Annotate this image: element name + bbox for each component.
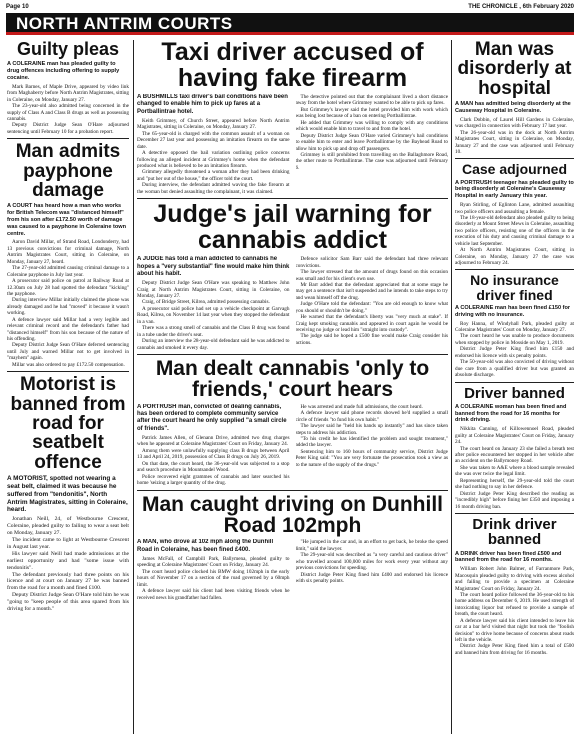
paragraph: "To his credit he has identified the problem and sought treatment," added the lawyer. — [295, 435, 448, 449]
paragraph: On that date, the court heard, the 36-year-old was subjected to a stop and search procedure in Mountsandel Wood. — [137, 460, 290, 474]
story-body — [455, 202, 574, 266]
paragraph: Grimmey is still prohibited from travelling on the Ballaghmore Road, the other route to Portballintrae. The case was adjourned until February 6. — [295, 151, 448, 171]
story-body — [7, 84, 129, 136]
story-motorist — [7, 375, 129, 613]
story-body — [7, 516, 129, 613]
paragraph: District Judge Peter King described the reading as "incredibly high" before fining her £350 and imposing a 16 month driving ban. — [455, 490, 574, 510]
paragraph: His lawyer said Neill had made admissions at the earliest opportunity and had "some issue with tendonitis". — [7, 550, 129, 571]
divider — [455, 382, 574, 383]
paragraph: A defence lawyer said Millar had a very legible and relevant criminal record and the defendant's father had "distanced himself" from his son because of the nature of his offending. — [7, 316, 129, 343]
headline: Case adjourned — [461, 161, 568, 178]
standfirst: A PORTRUSH man, convicted of dealing cannabis, has been ordered to complete community service after the court heard he only supplied "a small circle of friends". — [137, 403, 287, 432]
story-taxi-driver — [137, 40, 448, 195]
paragraph: He added that Grimmey was willing to comply with any conditions which would enable him to travel to and from the hotel. — [295, 119, 448, 133]
paragraph: Patrick James Allen, of Glenann Drive, admitted two drug charges when he appeared at Coleraine Magistrates' Court on Friday, January 24. — [137, 435, 290, 448]
headline: Judge's jail warning for cannabis addict — [153, 200, 432, 254]
paragraph: Nikkita Canning, of Killowennoel Road, pleaded guilty at Coleraine Magistrates' Court on Friday, January 24. — [455, 426, 574, 446]
paragraph: Mr Barr added that the defendant appreciated that at some stage he may get a sentence that isn't suspended and he intends to take steps to try and wean himself off the drug. — [295, 281, 448, 301]
paragraph: The court heard he was unable to produce documents when stopped by police in Mosside on May 1, 2019. — [455, 333, 574, 346]
center-column — [137, 40, 448, 734]
divider — [455, 158, 574, 159]
headline: Man was disorderly at hospital — [457, 40, 572, 99]
story-body — [455, 426, 574, 510]
headline: Taxi driver accused of having fake firearm — [161, 40, 424, 92]
paragraph: He was arrested and made full admissions, the court heard. — [300, 403, 423, 410]
headline: Man admits payphone damage — [15, 141, 121, 202]
paragraph: The 26-year-old was in the dock at North Antrim Magistrates Court, sitting in Coleraine, on Monday, January 27 and the case was adjourned until February 10. — [455, 129, 574, 155]
story-body — [137, 556, 290, 601]
story-body — [455, 566, 574, 656]
story-body — [296, 539, 449, 584]
story-body — [137, 118, 290, 195]
story-body — [137, 280, 290, 351]
headline: Guilty pleas — [16, 40, 120, 59]
standfirst: A DRINK driver has been fined £500 and banned from the road for 16 months. — [455, 550, 562, 564]
page-number: Page 10 — [6, 4, 29, 10]
standfirst: A COLERAINE man has been fined £150 for driving with no insurance. — [455, 304, 571, 318]
paragraph: The 27-year-old admitted causing criminal damage to a Coleraine payphone in July last year. — [7, 265, 129, 278]
banner-title: NORTH ANTRIM COURTS — [16, 14, 233, 33]
standfirst: A PORTRUSH teenager has pleaded guilty to being disorderly at Coleraine's Causeway Hospital in early January this year. — [455, 179, 574, 200]
paragraph: Police recovered eight grammes of cannabis and later searched his home 'seizing a larger quantity of the drug. — [137, 473, 290, 487]
paragraph: A detective opposed the bail variation outlining police concerns following an alleged incident at Grimmey's home when the defendant produced what is believed to be an imitation firearm. — [137, 150, 290, 169]
paragraph: The incident came to light at Westbourne Crescent in August last year. — [7, 536, 129, 550]
story-no-insurance — [455, 273, 574, 378]
story-cannabis-addict — [137, 202, 448, 351]
paragraph: Clark Dobbin, of Laurel Hill Gardens in Coleraine, was charged in connection with February 17 last year. — [455, 116, 574, 130]
story-body — [296, 256, 449, 346]
paragraph: "He jumped in the car and, in an effort to get back, he broke the speed limit," said the lawyer. — [295, 539, 448, 552]
paragraph: The court heard on January 23 she failed a breath test after police encountered her stopped in her vehicle after an accident on the Ballymoney Road. — [455, 445, 574, 465]
paragraph: The lawyer said he "held his hands up instantly" and has since taken steps to address his addiction. — [295, 423, 448, 436]
divider — [137, 354, 448, 355]
paragraph: The detective pointed out that the complainant lived a short distance away from the hotel where Grimmey wanted to be able to pick up fares. — [295, 94, 448, 107]
paragraph: Deputy District Judge Sean O'Hare adjourned sentencing until February 10 for a probation report. — [7, 122, 129, 135]
divider — [455, 513, 574, 514]
divider — [7, 138, 129, 139]
standfirst: A MAN, who drove at 102 mph along the Dunhill Road in Coleraine, has been fined £400. — [137, 539, 274, 553]
paragraph: William Robert John Balmer, of Farranmore Park, Macosquin pleaded guilty to driving with excess alcohol and failing to provide a specimen at Coleraine Magistrates' Court on Friday, January 24. — [455, 566, 574, 592]
headline: Driver banned — [464, 384, 565, 402]
paragraph: During an interview the 28-year-old defendant said he was addicted to cannabis and smoked it every day. — [137, 338, 290, 351]
paragraph: Craig, of Bridge Street, Kilrea, admitted possessing cannabis. — [142, 299, 270, 306]
paragraph: Mark Barnes, of Maple Drive, appeared by video link from Maghaberry before North Antrim Magistrates, sitting in Coleraine, on Monday, January 27. — [7, 83, 129, 103]
story-disorderly-hospital — [455, 40, 574, 155]
paragraph: But Grimmey's lawyer said the hotel provided him with work which was being lost because of a ban on entering Portballintrae. — [295, 106, 448, 120]
paragraph: She was taken to A&E where a blood sample revealed she was over twice the legal limit. — [455, 464, 574, 478]
divider — [137, 198, 448, 199]
paragraph: Defence solicitor Sam Barr said the defendant had three relevant convictions. — [295, 256, 448, 269]
paragraph: Millar was also ordered to pay £172.50 compensation. — [12, 361, 125, 368]
paragraph: The court heard police clocked his BMW doing 102mph in the early hours of November 17 on a section of the road governed by a 60mph limit. — [137, 568, 290, 588]
story-body — [296, 94, 449, 171]
standfirst: A MOTORIST, spotted not wearing a seat belt, claimed it was because he suffered from "tendonitis", North Antrim Magistrates, sitting in Coleraine, heard. — [7, 475, 128, 514]
paragraph: The defendant previously had three points on his licence and at court on January 27 he was banned from the road for a month and fined £100. — [7, 571, 129, 592]
paragraph: At North Antrim Magistrates Court, sitting in Coleraine, on Monday, January 27 the case was adjourned to February 24. — [455, 247, 574, 267]
standfirst: A BUSHMILLS taxi driver's bail conditions have been changed to enable him to pick up fares at a Portballintrae hotel. — [137, 94, 288, 115]
paragraph: A defence lawyer said his client had been visiting friends when he received news his grandfather had fallen. — [137, 588, 290, 601]
paragraph: Representing herself, the 29-year-old told the court she had nothing to say in her defence. — [455, 477, 574, 491]
story-guilty-pleas — [7, 40, 129, 135]
story-body — [455, 321, 574, 379]
story-body — [455, 117, 574, 156]
paragraph: District Judge Peter King fined him a total of £500 and banned him from driving for 16 months. — [455, 643, 574, 656]
right-column — [455, 40, 574, 734]
story-case-adjourned — [455, 162, 574, 266]
headline: Motorist is banned from road for seatbelt offence — [10, 374, 126, 473]
headline: Drink driver banned — [472, 515, 557, 549]
paragraph: Deputy District Judge Sean O'Hare deferred sentencing until July and warned Millar not to get involved in "mayhem" again. — [7, 342, 129, 362]
story-body — [7, 239, 129, 368]
story-drink-driver — [455, 517, 574, 656]
paragraph: Judge O'Hare told the defendant: "You are old enough to know what you should or shouldn't be doing." — [295, 301, 448, 314]
paragraph: The judge said he hoped a £500 fine would make Craig consider his actions. — [295, 333, 448, 346]
paragraph: District Judge Peter King fined him £150 and endorsed his licence with six penalty points. — [455, 346, 574, 359]
paragraph: Grimmey allegedly threatened a woman after they had been drinking and "put her out of the house," the officer told the court. — [137, 169, 290, 182]
story-body — [296, 404, 449, 468]
paragraph: Sentencing him to 160 hours of community service, District Judge Peter King said: "You are very fortunate the prosecution took a view as to the nature of the supply of the drugs." — [295, 448, 448, 468]
story-speeding — [137, 494, 448, 602]
paragraph: Deputy District Judge Sean O'Hare varied Grimmey's bail conditions to enable him to enter and leave Portballintrae by the Bayhead Road to allow him to pick up and drop off passengers. — [295, 132, 448, 152]
paragraph: There was a strong smell of cannabis and the Class B drug was found in a tube under the driver's seat. — [137, 325, 290, 338]
paragraph: Aaron David Millar, of Strand Road, Londonderry, had 13 previous convictions for criminal damage, North Antrim Magistrates Court, sitting in Coleraine, on Monday, January 27, heard. — [7, 239, 129, 265]
left-column — [7, 40, 129, 734]
paragraph: A defence lawyer said his client intended to leave his car at a bar he'd visited that night but took the "foolish decision" to drive home because of concerns about roads left in the vehicle. — [455, 617, 574, 643]
paragraph: The 50-year-old was also convicted of driving without due care from a qualified driver but was granted an absolute discharge. — [455, 359, 574, 379]
paragraph: District Judge Peter King fined him £400 and endorsed his licence with six penalty points. — [295, 571, 448, 584]
column-rule-right — [451, 40, 452, 734]
paragraph: The 29-year-old was described as "a very careful and cautious driver" who travelled around 100,000 miles for work every year without any previous convictions for speeding. — [295, 552, 448, 572]
page-folio — [6, 2, 574, 12]
paragraph: The lawyer stressed that the amount of drugs found on this occasion was small and for his client's own use. — [295, 269, 448, 282]
standfirst: A COURT has heard how a man who works for British Telecom was "distanced himself" from his son after £172.50 worth of damage was caused to a payphone in Coleraine town centre. — [7, 203, 127, 237]
paragraph: The 65-year-old is charged with the common assault of a woman on December 27 last year and possessing an imitation firearm on the same date. — [137, 130, 290, 150]
paragraph: A prosecutor said police had set up a vehicle checkpoint at Garvagh Road, Kilrea, on November 14 last year when they stopped the defendant in a van. — [137, 305, 290, 325]
story-dealt-cannabis — [137, 358, 448, 487]
standfirst: A MAN has admitted being disorderly at the Causeway Hospital in Coleraine. — [455, 101, 571, 114]
section-banner — [6, 13, 574, 35]
headline: No insurance driver fined — [470, 272, 559, 303]
paragraph: James McFall, of Campbill Park, Ballymena, pleaded guilty to speeding at Coleraine Magistrates' Court on Friday, January 24. — [137, 555, 290, 569]
paragraph: During interview, the defendant admitted waving the fake firearm at the woman but denied assaulting the complainant, it was claimed. — [137, 182, 290, 195]
paragraph: Deputy District Judge Sean O'Hare was speaking to Matthew John Craig at North Antrim Magistrates Court, sitting in Coleraine, on Monday, January 27. — [137, 280, 290, 299]
story-payphone — [7, 142, 129, 368]
standfirst: A JUDGE has told a man addicted to cannabis he hopes a "very substantial" fine would make him think about his habit. — [137, 256, 290, 277]
standfirst: A COLERAINE man has pleaded guilty to drug offences including offering to supply cocaine. — [7, 61, 120, 81]
paragraph: The 23-year-old also admitted being concerned in the supply of Class A and Class B drugs as well as possessing cannabis. — [7, 103, 129, 122]
paragraph: Deputy District Judge Sean O'Hare told him he was "going to "keep people of this area spared from his driving for a month." — [7, 592, 129, 613]
paragraph: During interview Millar initially claimed the phone was already damaged and he had "moved" it because it wasn't working. — [7, 297, 129, 317]
story-body — [137, 435, 290, 487]
paragraph: Among them were unlawfully supplying class B drugs between April 13 and April 24, 2019, possession of Class B drugs on July 26, 2019. — [137, 447, 290, 461]
paragraph: A defence lawyer said phone records showed he'd supplied a small circle of friends "to fund his own habit." — [295, 410, 448, 423]
divider — [7, 371, 129, 372]
story-driver-banned — [455, 386, 574, 510]
paragraph: Keith Grimmey, of Church Street, appeared before North Antrim Magistrates, sitting in Coleraine, on Monday, January 27. — [137, 117, 290, 131]
paragraph: The 18-year-old defendant also pleaded guilty to being disorderly at Mount Street Mews in Coleraine, assaulting two police officers, resisting one of the officers in the execution of his duty and causing criminal damage to a vehicle last September. — [455, 214, 574, 247]
paragraph: He warned that the defendant's liberty was "very much at stake". If Craig kept smoking cannabis and appeared in court again he would be receiving no judge or lead him "straight into custody". — [295, 314, 448, 333]
paragraph: Roy Hanna, of Windyhall Park, pleaded guilty at Coleraine Magistrates' Court on Monday, January 27. — [455, 320, 574, 334]
paper-dateline: THE CHRONICLE , 6th February 2020 — [468, 4, 574, 10]
paragraph: Jonathan Neill, 24, of Westbourne Crescent, Coleraine, pleaded guilty to failing to wear a seat belt on Monday, January 27. — [7, 516, 129, 537]
divider — [137, 490, 448, 491]
column-rule-left — [133, 40, 134, 734]
headline: Man caught driving on Dunhill Road 102mph — [142, 492, 443, 537]
paragraph: A prosecutor said police on patrol at Railway Road at 12.30am on July 28 had spotted the defendant "kicking" the payphone. — [7, 278, 129, 297]
headline: Man dealt cannabis 'only to friends,' court hears — [155, 356, 430, 402]
paragraph: Ryan Stirling, of Eglinton Lane, admitted assaulting two police officers and assaulting a female. — [455, 202, 574, 215]
standfirst: A COLERAINE woman has been fined and banned from the road for 16 months for drink driving. — [455, 403, 567, 424]
paragraph: The court heard police followed the 36-year-old to his home address on December 6, 2019. He used strength of intoxicating liquor but refused to provide a sample of breath, the court heard. — [455, 591, 574, 618]
divider — [455, 269, 574, 270]
